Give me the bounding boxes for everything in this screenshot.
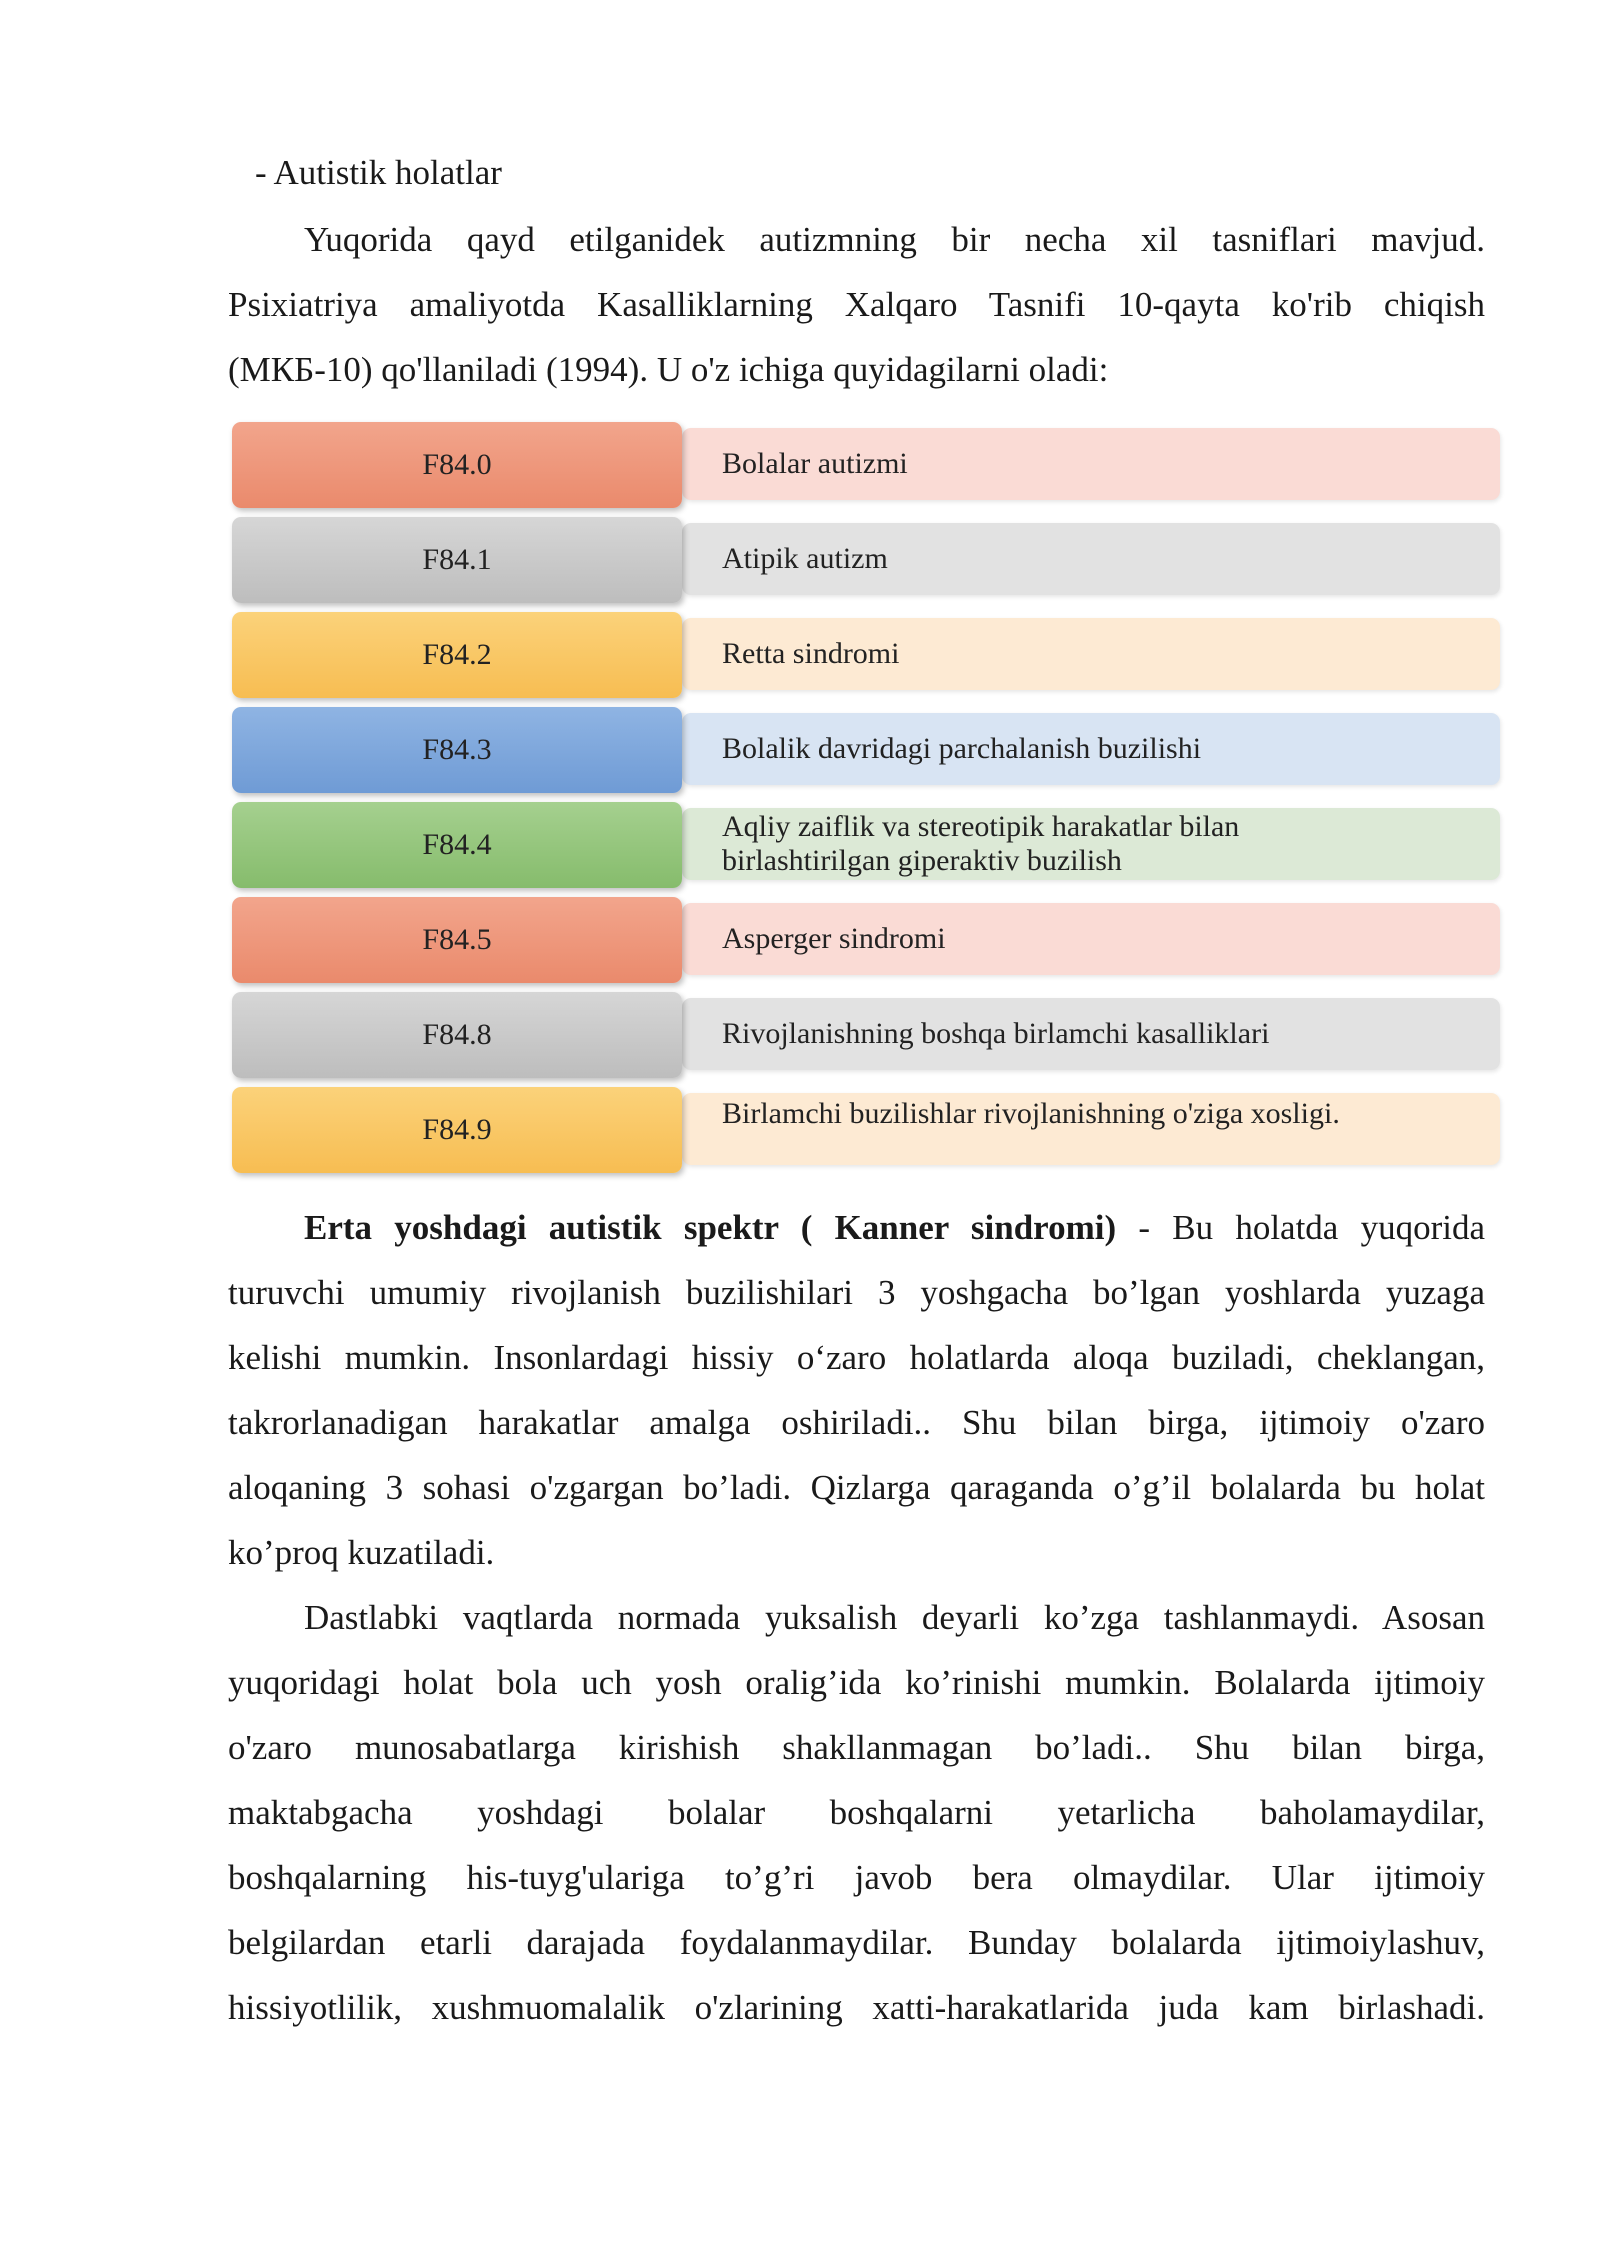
paragraph-text <box>228 1585 1485 2040</box>
code-box: F84.4 <box>232 802 682 888</box>
text-line: turuvchi umumiy rivojlanish buzilishilari 3 yoshgacha bo’lgan yoshlarda yuzaga <box>228 1273 1485 1312</box>
description-box: Bolalik davridagi parchalanish buzilishi <box>682 713 1500 785</box>
text-line: kelishi mumkin. Insonlardagi hissiy o‘zaro holatlarda aloqa buziladi, cheklangan, <box>228 1338 1485 1377</box>
classification-row <box>232 703 1502 798</box>
bullet-item: - Autistik holatlar <box>255 153 502 192</box>
text-line: maktabgacha yoshdagi bolalar boshqalarni yetarlicha baholamaydilar, <box>228 1793 1485 1832</box>
description-box: Atipik autizm <box>682 523 1500 595</box>
paragraph-text <box>228 207 1485 402</box>
description-box: Bolalar autizmi <box>682 428 1500 500</box>
text-line: boshqalarning his-tuyg'ulariga to’g’ri javob bera olmaydilar. Ular ijtimoiy <box>228 1858 1485 1897</box>
classification-row <box>232 608 1502 703</box>
text-line <box>228 1195 1485 1260</box>
description-box: Asperger sindromi <box>682 903 1500 975</box>
description-text <box>722 810 1239 878</box>
text-line: o'zaro munosabatlarga kirishish shakllanmagan bo’ladi.. Shu bilan birga, <box>228 1728 1485 1767</box>
code-box: F84.8 <box>232 992 682 1078</box>
text-line: Yuqorida qayd etilganidek autizmning bir necha xil tasniflari mavjud. <box>304 220 1485 259</box>
code-box: F84.0 <box>232 422 682 508</box>
text-line: yuqoridagi holat bola uch yosh oralig’ida ko’rinishi mumkin. Bolalarda ijtimoiy <box>228 1663 1485 1702</box>
text-line: belgilardan etarli darajada foydalanmaydilar. Bunday bolalarda ijtimoiylashuv, <box>228 1923 1485 1962</box>
text-span: - Bu holatda yuqorida <box>1116 1208 1485 1247</box>
bold-term: Erta yoshdagi autistik spektr ( Kanner sindromi) <box>304 1208 1117 1247</box>
paragraph-intro <box>228 207 1485 402</box>
paragraph-early-signs <box>228 1585 1485 2040</box>
text-line: Dastlabki vaqtlarda normada yuksalish deyarli ko’zga tashlanmaydi. Asosan <box>304 1598 1485 1637</box>
text-line: Psixiatriya amaliyotda Kasalliklarning Xalqaro Tasnifi 10-qayta ko'rib chiqish <box>228 285 1485 324</box>
text-line: aloqaning 3 sohasi o'zgargan bo’ladi. Qizlarga qaraganda o’g’il bolalarda bu holat <box>228 1468 1485 1507</box>
classification-row <box>232 988 1502 1083</box>
icd-classification-diagram <box>232 418 1502 1178</box>
paragraph-text <box>228 1195 1485 1585</box>
code-box: F84.2 <box>232 612 682 698</box>
classification-row <box>232 1083 1502 1178</box>
code-box: F84.1 <box>232 517 682 603</box>
classification-row <box>232 418 1502 513</box>
description-box <box>682 808 1500 880</box>
description-box: Retta sindromi <box>682 618 1500 690</box>
description-line: Aqliy zaiflik va stereotipik harakatlar bilan <box>722 810 1240 843</box>
classification-row <box>232 798 1502 893</box>
description-line: birlashtirilgan giperaktiv buzilish <box>722 844 1122 877</box>
description-box: Birlamchi buzilishlar rivojlanishning o'ziga xosligi. <box>682 1093 1500 1165</box>
paragraph-kanner <box>228 1195 1485 1585</box>
code-box: F84.3 <box>232 707 682 793</box>
classification-row <box>232 893 1502 988</box>
text-line: takrorlanadigan harakatlar amalga oshiriladi.. Shu bilan birga, ijtimoiy o'zaro <box>228 1403 1485 1442</box>
description-box: Rivojlanishning boshqa birlamchi kasalliklari <box>682 998 1500 1070</box>
code-box: F84.5 <box>232 897 682 983</box>
classification-row <box>232 513 1502 608</box>
text-line: ko’proq kuzatiladi. <box>228 1533 495 1572</box>
text-line: (МКБ-10) qo'llaniladi (1994). U o'z ichiga quyidagilarni oladi: <box>228 350 1109 389</box>
text-line: hissiyotlilik, xushmuomalalik o'zlarining xatti-harakatlarida juda kam birlashadi. <box>228 1988 1485 2027</box>
code-box: F84.9 <box>232 1087 682 1173</box>
